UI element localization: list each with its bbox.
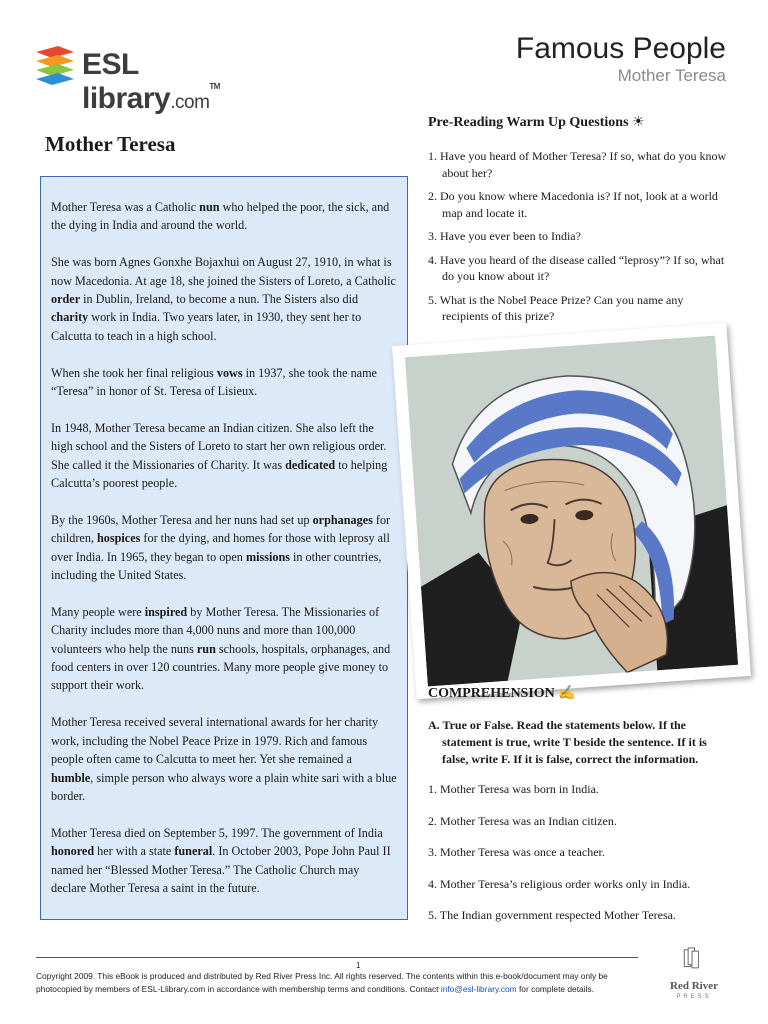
vocabulary-word: missions [245,549,290,564]
copyright-line-2: photocopied by members of ESL-Llibrary.com in accordance with membership terms and conditions. Contact [36,984,441,994]
reading-paragraph [51,419,397,493]
logo-wordmark [82,48,274,116]
warmup-question: 5. What is the Nobel Peace Prize? Can you name any recipients of this prize? [428,292,684,323]
vocabulary-word: honored [51,844,95,859]
footer-divider [36,957,638,958]
true-false-statement-list [428,781,728,939]
copyright-notice [36,970,656,996]
paragraph-text: by Mother Teresa. The Missionaries of Charity includes more than 4,000 nuns and more than 100,000 volunteers who help the nuns [51,604,380,656]
paragraph-text: schools, hospitals, orphanages, and food centers in over 120 countries. Many more people give money to support their work. [51,641,391,693]
paragraph-text: work in India. Two years later, in 1930, they sent her to Calcutta to teach in a high school. [51,310,362,343]
true-false-instructions: A. True or False. Read the statements below. If the statement is true, write T beside the sentence. If it is false, write F. If it is false, correct the information. [428,718,707,766]
vocabulary-word: humble [51,770,91,785]
logo-main-text: ESL library [82,48,171,115]
true-false-statement: 4. Mother Teresa’s religious order works only in India. [428,876,691,891]
paragraph-text: By the 1960s, Mother Teresa and her nuns had set up [51,512,313,527]
mother-teresa-portrait [392,323,751,700]
book-stack-icon [34,44,76,88]
red-river-press-logo-icon [664,946,720,982]
paragraph-text: Mother Teresa died on September 5, 1997. The government of India [51,825,383,840]
vocabulary-word: charity [51,310,89,325]
paragraph-text: to helping Calcutta’s poorest people. [51,457,388,491]
true-false-statement: 3. Mother Teresa was once a teacher. [428,845,605,859]
lesson-subtitle: Mother Teresa [617,66,726,85]
vocabulary-word: orphanages [312,512,373,527]
vocabulary-word: nun [199,200,220,214]
reading-paragraph [51,198,397,235]
logo-trademark: TM [209,82,220,91]
vocabulary-word: run [196,641,216,656]
vocabulary-word: order [51,292,81,307]
paragraph-text: . In October 2003, Pope John Paul II named her “Blessed Mother Teresa.” The Catholic Church may declare Mother Teresa a saint in the future. [51,844,391,895]
warmup-question: 4. Have you heard of the disease called “leprosy”? If so, what do you know about it? [428,252,725,283]
reading-paragraph [51,824,397,898]
logo-com-text: .com [170,92,210,113]
warmup-question-list [428,148,728,332]
publisher-name: Red River [670,980,718,992]
esl-library-logo[interactable] [34,42,274,115]
vocabulary-word: vows [216,365,243,380]
series-title: Famous People [515,32,726,65]
reading-paragraph [51,511,397,585]
vocabulary-word: inspired [144,604,188,619]
paragraph-text: , simple person who always wore a plain white sari with a blue border. [51,770,397,803]
page-number: 1 [356,961,361,970]
warmup-question: 3. Have you ever been to India? [428,229,581,243]
vocabulary-word: funeral [174,844,213,859]
true-false-statement: 1. Mother Teresa was born in India. [428,782,599,796]
contact-email-link[interactable]: info@esl-library.com [440,984,517,994]
reading-title: Mother Teresa [45,132,176,156]
paragraph-text: her with a state [94,844,175,859]
reading-passage-box [40,176,408,920]
paragraph-text: In 1948, Mother Teresa became an Indian citizen. She also left the high school and the Sisters of Loreto to start her own religious order. She called it the Missionaries of Charity. It was [51,420,387,472]
true-false-statement: 5. The Indian government respected Mother Teresa. [428,908,676,922]
paragraph-text: When she took her final religious [51,365,217,380]
publisher-press-label: PRESS [676,994,712,1000]
copyright-line-1: Copyright 2009. This eBook is produced and distributed by Red River Press Inc. All rights reserved. The contents within this e-book/document may only be [36,971,608,981]
true-false-statement: 2. Mother Teresa was an Indian citizen. [428,813,617,828]
vocabulary-word: hospices [97,531,141,546]
copyright-line-2-end: for complete details. [516,984,594,994]
reading-paragraph [51,364,397,401]
comprehension-heading: COMPREHENSION ✍ [428,686,576,701]
portrait-illustration [405,336,738,687]
paragraph-text: Many people were [51,604,145,619]
paragraph-text: in other countries, including the United States. [51,549,382,583]
paragraph-text: Mother Teresa was a Catholic [51,200,200,214]
reading-paragraph [51,603,397,695]
vocabulary-word: dedicated [285,457,336,472]
paragraph-text: for children, [51,512,391,546]
warmup-question: 1. Have you heard of Mother Teresa? If so, what do you know about her? [428,149,727,180]
warmup-question: 2. Do you know where Macedonia is? If not, look at a world map and locate it. [428,189,718,220]
paragraph-text: She was born Agnes Gonxhe Bojaxhui on August 27, 1910, in what is now Macedonia. At age 18, she joined the Sisters of Loreto, a Catholic [51,255,396,288]
paragraph-text: for the dying, and homes for those with leprosy all over India. In 1965, they began to open [51,531,390,564]
paragraph-text: Mother Teresa received several international awards for her charity work, including the Nobel Peace Prize in 1979. Rich and famous people often came to Calcutta to meet her. Yet she remained a [51,715,379,767]
paragraph-text: who helped the poor, the sick, and the dying in India and around the world. [51,200,390,233]
paragraph-text: in 1937, she took the name “Teresa” in honor of St. Teresa of Lisieux. [51,365,377,399]
reading-paragraph [51,253,397,345]
warmup-heading: Pre-Reading Warm Up Questions ☀ [428,115,645,130]
reading-paragraph [51,713,397,805]
paragraph-text: in Dublin, Ireland, to become a nun. The Sisters also did [80,292,359,307]
